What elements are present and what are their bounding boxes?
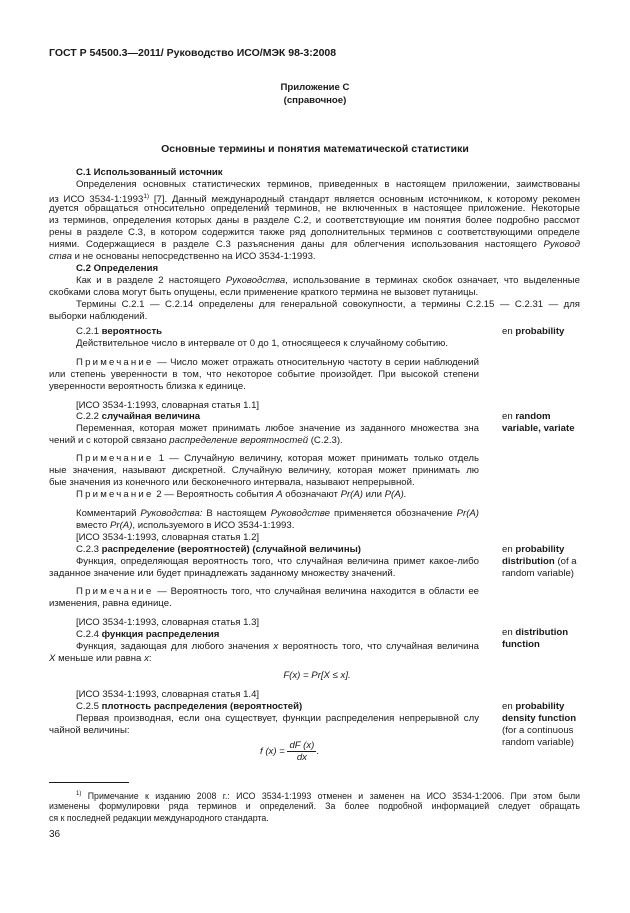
term-c22-note1-line2: ные значения, называют дискретной. Случайную величину, которая может принимать лю — [49, 465, 479, 476]
term-c23-def-line2: заданное значение или будет принадлежать заданному множеству значений. — [49, 568, 396, 579]
term-c22-source: [ИСО 3534-1:1993, словарная статья 1.2] — [76, 532, 260, 543]
term-c24-heading: С.2.4 функция распределения — [76, 629, 220, 640]
footnote-line2: изменены формулировки ряда терминов и определений. За более подробной информацией следует обращать — [49, 801, 580, 811]
term-c21-note-line3: уверенности вероятность близка к единице. — [49, 381, 246, 392]
appendix-subtitle: (справочное) — [283, 95, 347, 106]
section-heading: Основные термины и понятия математической статистики — [161, 143, 469, 155]
term-c22-note1-line1: Примечание 1 — Случайную величину, которая может принимать только отдель — [76, 453, 479, 464]
c1-title: С.1 Использованный источник — [76, 167, 223, 178]
term-c22-en: en random — [502, 411, 551, 422]
term-c23-source: [ИСО 3534-1:1993, словарная статья 1.3] — [76, 617, 260, 628]
formula-lhs: f (x) = — [260, 746, 285, 757]
term-c21-source: [ИСО 3534-1:1993, словарная статья 1.1] — [76, 400, 260, 411]
term-c22-note2: Примечание 2 — Вероятность события A обозначают Pr(A) или P(A). — [76, 489, 407, 500]
term-c25-formula — [260, 740, 319, 763]
c2-p2-line1: Термины С.2.1 — С.2.14 определены для генеральной совокупности, а термины С.2.15 — С.2.31 — для — [76, 299, 580, 310]
term-c21-definition: Действительное число в интервале от 0 до 1, относящееся к случайному событию. — [76, 338, 449, 349]
footnote-line1: $^{1)}$ Примечание к изданию 2008 г.: ИСО 3534-1:1993 отменен и заменен на ИСО 3534-1:2006. При этом были — [76, 790, 580, 801]
term-c24-en: en distribution — [502, 627, 569, 638]
footnote-ref[interactable]: 1) — [143, 193, 150, 200]
term-c25-en-line3: (for a continuous — [502, 725, 574, 736]
term-c24-en-line2: function — [502, 639, 540, 650]
c2-title: С.2 Определения — [76, 263, 159, 274]
term-c22-comment-line1: Комментарий Руководства: В настоящем Руководстве применяется обозначение Pr(A) — [76, 508, 479, 519]
c1-line5: рены в разделе С.3, в котором содержится также ряд дополнительных терминов с соответствующими определе — [49, 227, 580, 238]
term-c22-def-line2: чений и с которой связано распределение вероятностей (С.2.3). — [49, 435, 343, 446]
term-c24-source: [ИСО 3534-1:1993, словарная статья 1.4] — [76, 689, 260, 700]
formula-denominator: dx — [296, 752, 307, 763]
term-c25-en: en probability — [502, 701, 565, 712]
term-c22-def-line1: Переменная, которая может принимать любое значение из заданного множества зна — [76, 423, 479, 434]
term-c21-note-line1: Примечание — Число может отражать относительную частоту в серии наблюдений — [76, 357, 480, 368]
c1-line1: Определения основных статистических терминов, приведенных в настоящем приложении, заимствованы — [76, 179, 580, 190]
term-c23-en-line2: distribution (of a — [502, 556, 577, 567]
term-c22-en-line2: variable, variate — [502, 423, 575, 434]
term-c23-heading: С.2.3 распределение (вероятностей) (случайной величины) — [76, 544, 362, 555]
running-header: ГОСТ Р 54500.3—2011/ Руководство ИСО/МЭК 98-3:2008 — [49, 47, 337, 59]
page-number: 36 — [49, 829, 61, 840]
term-c25-def-line2: чайной величины: — [49, 725, 130, 736]
footnote-rule — [49, 782, 129, 783]
c2-p1-line1: Как и в разделе 2 настоящего Руководства, использование в терминах скобок означает, что выделенные — [76, 275, 580, 286]
term-c25-en-line4: random variable) — [502, 737, 574, 748]
term-c23-def-line1: Функция, определяющая вероятность того, что случайная величина примет какое-либо — [76, 556, 479, 567]
c2-p1-line2: скобками слова могут быть опущены, если применение краткого термина не вызовет путаницы. — [49, 287, 479, 298]
term-c21-en: en probability — [502, 326, 565, 337]
term-c23-en-line3: random variable) — [502, 568, 574, 579]
c1-line4: из терминов, определения которых даны в разделе С.2, и соответствующие им понятия более подробно рассмот — [49, 215, 580, 226]
term-c24-def-line1: Функция, задающая для любого значения x вероятность того, что случайная величина — [76, 641, 479, 652]
term-c22-comment-line2: вместо Pr(A), используемого в ИСО 3534-1:1993. — [76, 520, 295, 531]
c1-line6: ниями. Содержащиеся в разделе С.3 разъяснения даны для облегчения использования настоящего Руковод — [49, 239, 580, 250]
formula-fraction — [287, 740, 316, 763]
term-c23-note-line2: изменения, равна единице. — [49, 598, 172, 609]
term-c21-note-line2: или степень уверенности в том, что некоторое событие произойдет. При высокой степени — [49, 369, 479, 380]
formula-period: . — [316, 746, 320, 757]
c1-line7: ства и не основаны непосредственно на ИСО 3534-1:1993. — [49, 251, 316, 262]
term-c23-note-line1: Примечание — Вероятность того, что случайная величина находится в области ее — [76, 586, 480, 597]
term-c24-def-line2: X меньше или равна x: — [49, 653, 152, 664]
appendix-title: Приложение С — [280, 82, 350, 93]
c2-p2-line2: выборки наблюдений. — [49, 311, 148, 322]
footnote-line3: ся к последней редакции международного стандарта. — [49, 813, 269, 823]
term-c22-note1-line3: бые значения из конечного или бесконечного интервала, называют непрерывной. — [49, 477, 415, 488]
formula-numerator: dF (x) — [289, 740, 315, 751]
term-c23-en: en probability — [502, 544, 565, 555]
term-c25-def-line1: Первая производная, если она существует, функции распределения непрерывной слу — [76, 713, 479, 724]
term-c21-heading: С.2.1 вероятность — [76, 326, 163, 337]
term-c22-heading: С.2.2 случайная величина — [76, 411, 201, 422]
term-c24-formula: F(x) = Pr[X ≤ x]. — [283, 670, 351, 681]
c1-line3: дуется обращаться относительно определений терминов, не включенных в настоящее приложение. Некоторые — [49, 203, 580, 214]
term-c25-en-line2: density function — [502, 713, 577, 724]
term-c25-heading: С.2.5 плотность распределения (вероятностей) — [76, 701, 303, 712]
c1-line2: из ИСО 3534-1:1993$^{1)}$ [7]. Данный международный стандарт является основным источником, к которому рекомен — [49, 193, 580, 206]
